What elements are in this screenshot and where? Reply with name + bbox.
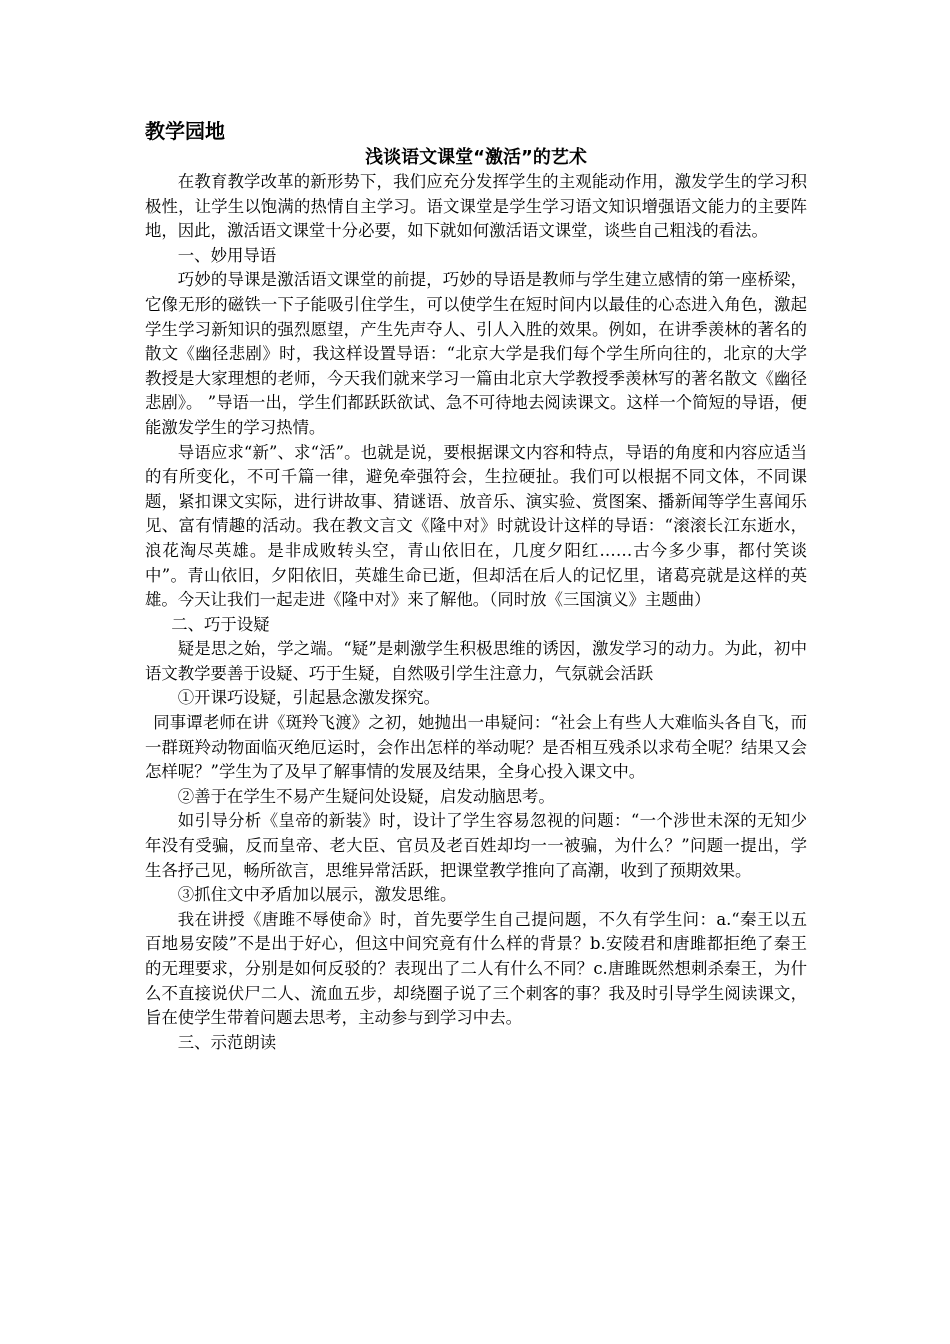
paragraph-daoyu-2: 导语应求“新”、求“活”。也就是说，要根据课文内容和特点，导语的角度和内容应适当的有所变化，不可千篇一律，避免牵强符会，生拉硬扯。我们可以根据不同文体，不同课题，紧扣课文实际，进行讲故事、猜谜语、放音乐、演实验、赏图案、播新闻等学生喜闻乐见、富有情趣的活动。我在教文言文《隆中对》时就设计这样的导语：“滚滚长江东逝水，浪花淘尽英雄。是非成败转头空，青山依旧在，几度夕阳红……古今多少事，都付笑谈中”。青山依旧，夕阳依旧，英雄生命已逝，但却活在后人的记忆里，诸葛亮就是这样的英雄。今天让我们一起走进《隆中对》来了解他。（同时放《三国演义》主题曲） bbox=[145, 442, 807, 610]
subheading-1: ①开课巧设疑，引起悬念激发探究。 bbox=[177, 688, 441, 708]
paragraph-tangju: 我在讲授《唐雎不辱使命》时，首先要学生自己提问题，不久有学生问：a.“秦王以五百地易安陵”不是出于好心，但这中间究竟有什么样的背景？b.安陵君和唐雎都拒绝了秦王的无理要求，分别是如何反驳的？表现出了二人有什么不同？c.唐雎既然想刺杀秦王，为什么不直接说伏尸二人、流血五步，却绕圈子说了三个刺客的事？我及时引导学生阅读课文，旨在使学生带着问题去思考，主动参与到学习中去。 bbox=[145, 909, 807, 1028]
article-title: 浅谈语文课堂“激活”的艺术 bbox=[365, 147, 587, 168]
paragraph-intro: 在教育教学改革的新形势下，我们应充分发挥学生的主观能动作用，激发学生的学习积极性，让学生以饱满的热情自主学习。语文课堂是学生学习语文知识增强语文能力的主要阵地，因此，激活语文课堂十分必要，如下就如何激活语文课堂，谈些自己粗浅的看法。 bbox=[145, 172, 807, 241]
heading-2: 二、巧于设疑 bbox=[171, 614, 270, 634]
paragraph-banling: 同事谭老师在讲《斑羚飞渡》之初，她抛出一串疑问：“社会上有些人大难临头各自飞，而一群斑羚动物面临灭绝厄运时，会作出怎样的举动呢？是否相互残杀以求苟全呢？结果又会怎样呢？”学生为了及早了解事情的发展及结果，全身心投入课文中。 bbox=[145, 713, 807, 782]
paragraph-daoyu-1: 巧妙的导课是激活语文课堂的前提，巧妙的导语是教师与学生建立感情的第一座桥梁，它像无形的磁铁一下子能吸引住学生，可以使学生在短时间内以最佳的心态进入角色，激起学生学习新知识的强烈愿望，产生先声夺人、引人入胜的效果。例如，在讲季羡林的著名的散文《幽径悲剧》时，我这样设置导语：“北京大学是我们每个学生所向往的，北京的大学教授是大家理想的老师，今天我们就来学习一篇由北京大学教授季羡林写的著名散文《幽径悲剧》。 ”导语一出，学生们都跃跃欲试、急不可待地去阅读课文。这样一个简短的导语，便能激发学生的学习热情。 bbox=[145, 270, 807, 437]
heading-1: 一、妙用导语 bbox=[177, 245, 277, 265]
paragraph-huangdi: 如引导分析《皇帝的新装》时，设计了学生容易忽视的问题：“一个涉世未深的无知少年没有受骗，反而皇帝、老大臣、官员及老百姓却均一一被骗，为什么？”问题一提出，学生各抒己见，畅所欲言，思维异常活跃，把课堂教学推向了高潮，收到了预期效果。 bbox=[145, 811, 807, 880]
subheading-3: ③抓住文中矛盾加以展示，激发思维。 bbox=[177, 885, 457, 905]
subheading-2: ②善于在学生不易产生疑问处设疑，启发动脑思考。 bbox=[177, 786, 555, 806]
document-page bbox=[145, 118, 807, 1055]
heading-3: 三、示范朗读 bbox=[177, 1032, 277, 1052]
section-label: 教学园地 bbox=[145, 119, 225, 143]
paragraph-sheyi-intro: 疑是思之始，学之端。“疑”是刺激学生积极思维的诱因，激发学习的动力。为此，初中语文教学要善于设疑、巧于生疑，自然吸引学生注意力，气氛就会活跃 bbox=[145, 639, 807, 683]
